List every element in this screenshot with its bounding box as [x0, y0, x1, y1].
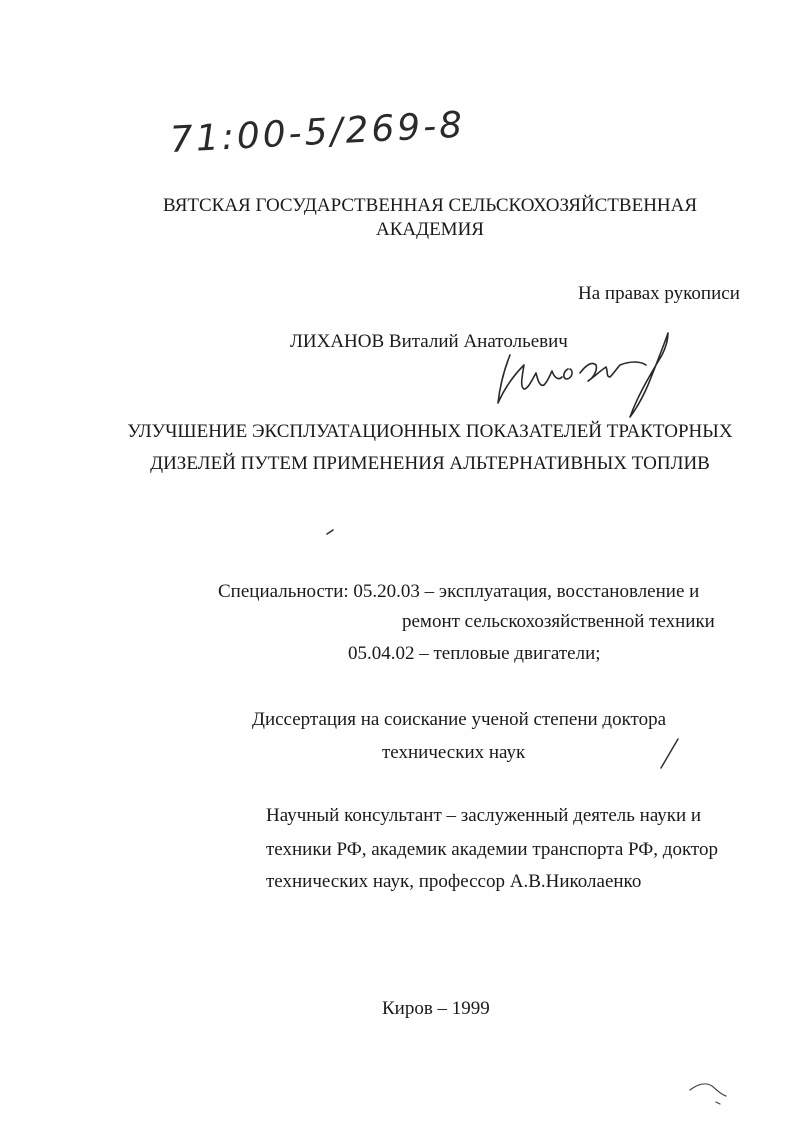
- institution-line-1: ВЯТСКАЯ ГОСУДАРСТВЕННАЯ СЕЛЬСКОХОЗЯЙСТВЕННАЯ: [162, 195, 698, 216]
- institution-line-2: АКАДЕМИЯ: [376, 219, 484, 240]
- corner-squiggle-mark: [686, 1080, 736, 1110]
- dissertation-line-1: Диссертация на соискание ученой степени доктора: [252, 709, 667, 730]
- archive-code-handwritten: 71:00-5/269-8: [168, 104, 467, 161]
- consultant-line-3: технических наук, профессор А.В.Николаенко: [266, 871, 642, 892]
- specialty-line-1: Специальности: 05.20.03 – эксплуатация, восстановление и: [218, 581, 700, 602]
- consultant-line-1: Научный консультант – заслуженный деятель науки и: [266, 805, 702, 826]
- consultant-line-2: техники РФ, академик академии транспорта РФ, доктор: [266, 839, 718, 860]
- specialty-line-3: 05.04.02 – тепловые двигатели;: [348, 643, 601, 664]
- thesis-title-line-2: ДИЗЕЛЕЙ ПУТЕМ ПРИМЕНЕНИЯ АЛЬТЕРНАТИВНЫХ ТОПЛИВ: [150, 453, 710, 474]
- manuscript-note: На правах рукописи: [578, 283, 740, 304]
- author-signature-drawing: [480, 325, 680, 425]
- place-year: Киров – 1999: [382, 998, 490, 1019]
- specialty-line-2: ремонт сельскохозяйственной техники: [402, 611, 715, 632]
- scan-mark: [326, 528, 338, 536]
- pen-mark: [656, 736, 686, 772]
- thesis-title-line-1: УЛУЧШЕНИЕ ЭКСПЛУАТАЦИОННЫХ ПОКАЗАТЕЛЕЙ ТРАКТОРНЫХ: [127, 421, 733, 442]
- author-name: ЛИХАНОВ Виталий Анатольевич: [290, 331, 568, 352]
- dissertation-line-2: технических наук: [382, 742, 526, 763]
